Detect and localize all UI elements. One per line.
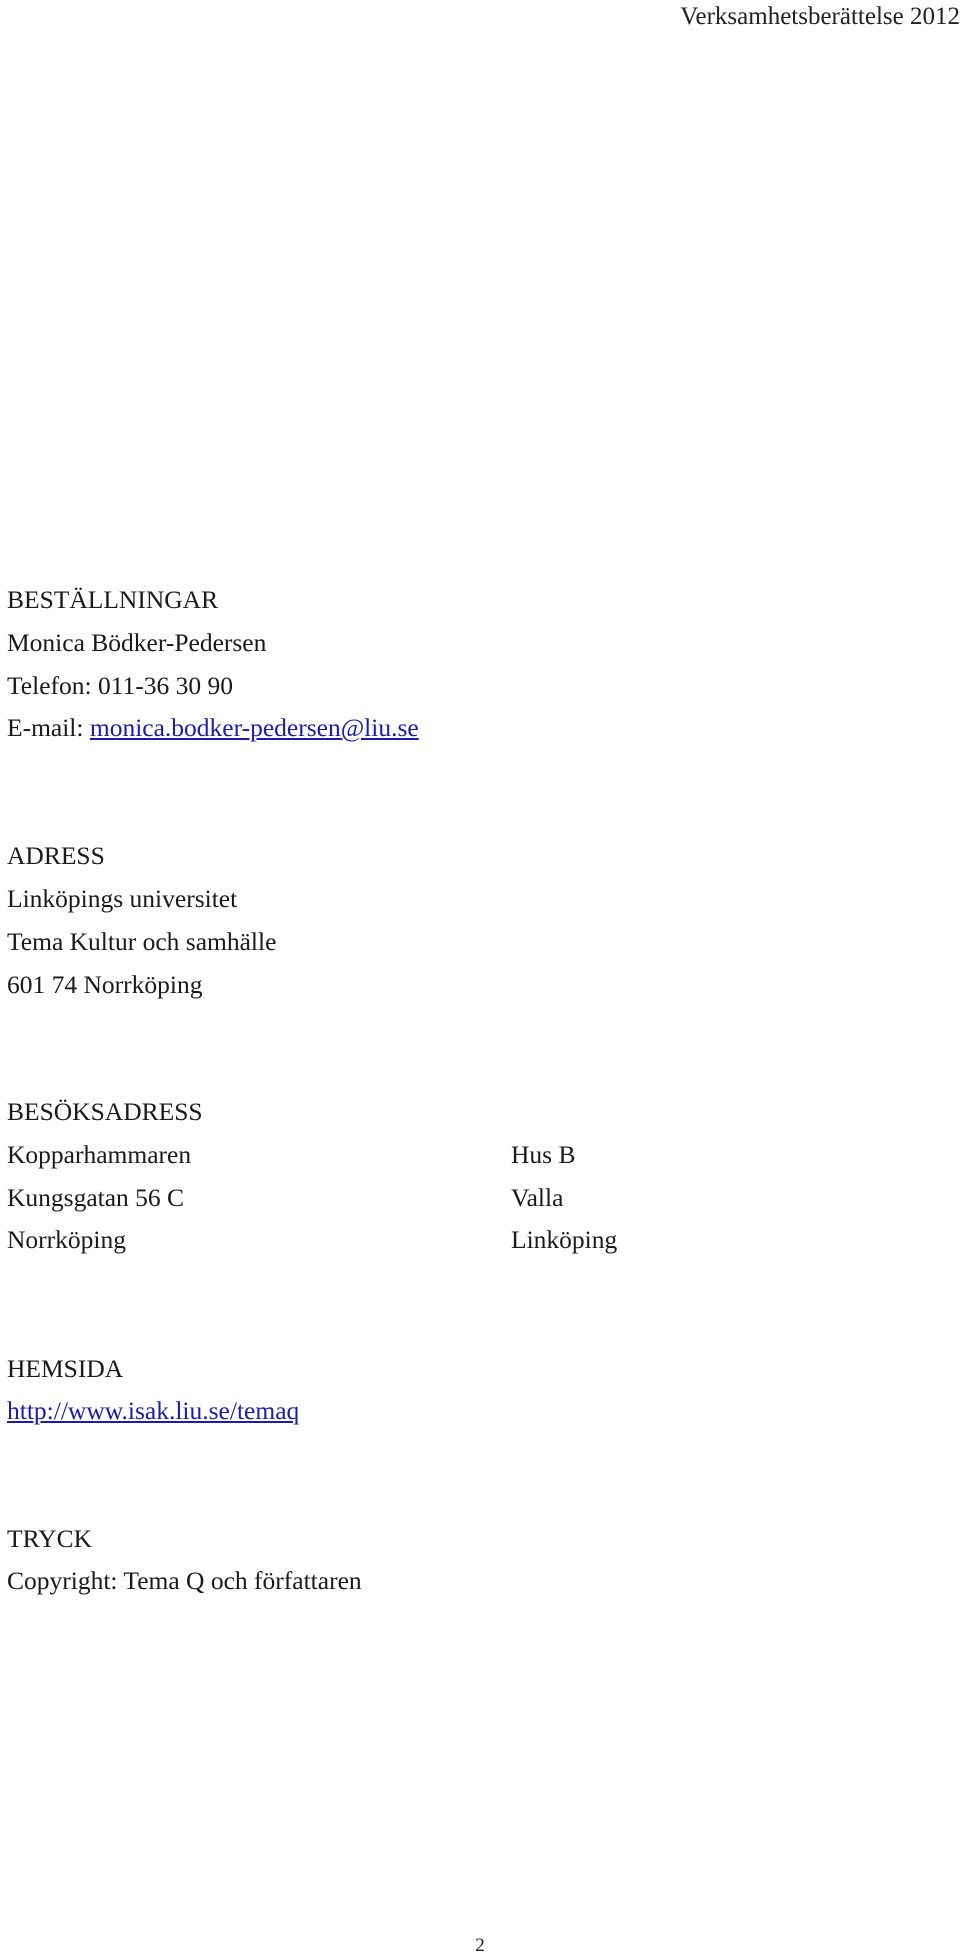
orders-contact-name: Monica Bödker-Pedersen: [7, 628, 267, 657]
homepage-line: [7, 1395, 299, 1427]
visiting-left-line-1: Kopparhammaren: [7, 1140, 192, 1169]
orders-heading: BESTÄLLNINGAR: [7, 585, 219, 614]
orders-email-line: [7, 712, 419, 744]
visiting-left-line-2: Kungsgatan 56 C: [7, 1183, 185, 1212]
address-line-1: Linköpings universitet: [7, 884, 238, 913]
homepage-heading: HEMSIDA: [7, 1354, 124, 1383]
print-copyright: Copyright: Tema Q och författaren: [7, 1566, 362, 1595]
orders-email-link[interactable]: monica.bodker-pedersen@liu.se: [89, 713, 419, 742]
running-header: Verksamhetsberättelse 2012: [680, 3, 960, 30]
address-line-2: Tema Kultur och samhälle: [7, 927, 277, 956]
address-line-3: 601 74 Norrköping: [7, 970, 203, 999]
visiting-right-line-1: Hus B: [511, 1140, 576, 1169]
orders-phone: Telefon: 011-36 30 90: [7, 671, 234, 700]
visiting-heading: BESÖKSADRESS: [7, 1097, 203, 1126]
visiting-left-line-3: Norrköping: [7, 1225, 126, 1254]
visiting-right-line-3: Linköping: [511, 1225, 618, 1254]
homepage-link[interactable]: http://www.isak.liu.se/temaq: [7, 1396, 300, 1425]
address-heading: ADRESS: [7, 841, 105, 870]
visiting-right-line-2: Valla: [511, 1183, 564, 1212]
orders-email-label: E-mail:: [7, 713, 90, 742]
print-heading: TRYCK: [7, 1524, 93, 1553]
page-number: 2: [475, 1935, 485, 1956]
